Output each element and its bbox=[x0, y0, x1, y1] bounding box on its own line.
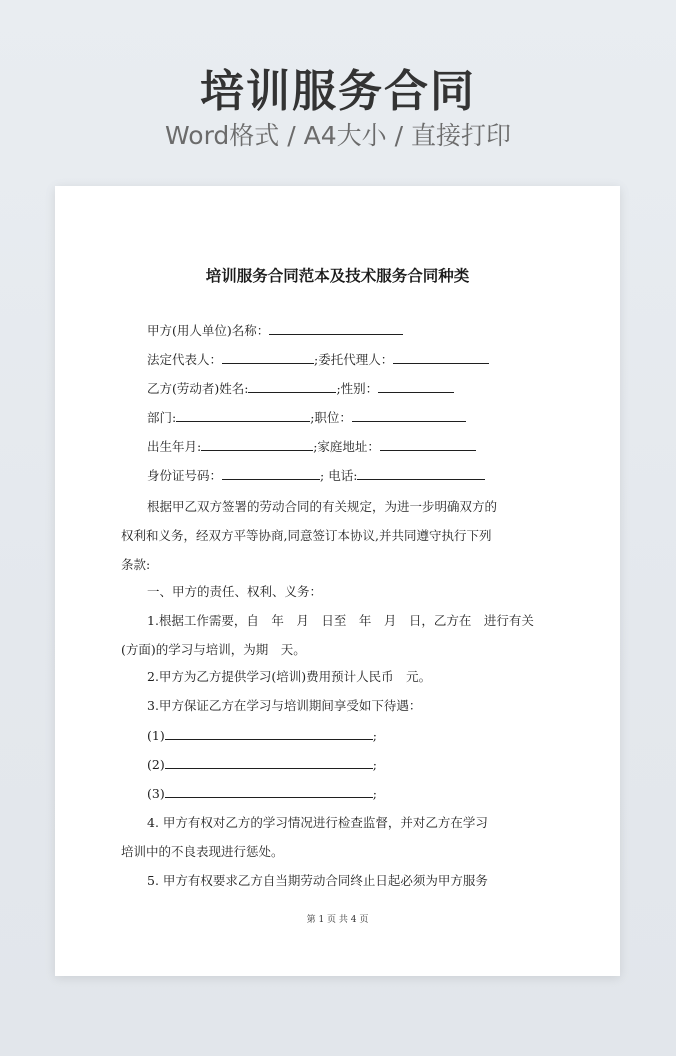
banner-title: 培训服务合同 bbox=[200, 66, 476, 117]
bullet-2-blank bbox=[165, 754, 373, 769]
field-legal-rep bbox=[147, 349, 489, 369]
banner-subtitle: Word格式 / A4大小 / 直接打印 bbox=[165, 121, 511, 150]
item-4 bbox=[121, 808, 531, 866]
bullet-2 bbox=[147, 754, 377, 774]
item-5-line-1: 5. 甲方有权要求乙方自当期劳动合同终止日起必须为甲方服务 bbox=[147, 873, 488, 888]
address-label: ;家庭地址： bbox=[313, 439, 380, 454]
birth-blank bbox=[201, 436, 313, 451]
item-2: 2.甲方为乙方提供学习(培训)费用预计人民币 元。 bbox=[147, 669, 432, 684]
item-1-line-2: (方面)的学习与培训，为期 天。 bbox=[121, 642, 306, 657]
field-party-a bbox=[147, 320, 403, 340]
party-b-blank bbox=[248, 378, 336, 393]
document-title: 培训服务合同范本及技术服务合同种类 bbox=[205, 266, 470, 285]
gender-label: ;性别： bbox=[336, 381, 379, 396]
party-a-label: 甲方(用人单位)名称： bbox=[147, 323, 270, 338]
id-label: 身份证号码： bbox=[147, 468, 223, 483]
intro-paragraph bbox=[121, 492, 531, 579]
legal-rep-label: 法定代表人： bbox=[147, 352, 223, 367]
item-5 bbox=[147, 866, 531, 895]
section-1-heading: 一、甲方的责任、权利、义务： bbox=[147, 584, 323, 599]
item-3: 3.甲方保证乙方在学习与培训期间享受如下待遇： bbox=[147, 698, 422, 713]
intro-line-2: 权利和义务，经双方平等协商,同意签订本协议,并共同遵守执行下列 bbox=[121, 528, 492, 543]
bullet-3-label: (3) bbox=[147, 786, 165, 801]
birth-label: 出生年月: bbox=[147, 439, 202, 454]
gender-blank bbox=[378, 378, 454, 393]
bullet-3 bbox=[147, 783, 377, 803]
document-page bbox=[55, 186, 620, 976]
item-4-line-2: 培训中的不良表现进行惩处。 bbox=[121, 844, 284, 859]
field-id bbox=[147, 465, 485, 485]
field-birth bbox=[147, 436, 476, 456]
bullet-1-end: ; bbox=[372, 728, 377, 743]
agent-blank bbox=[393, 349, 489, 364]
dept-blank bbox=[176, 407, 310, 422]
bullet-3-end: ; bbox=[372, 786, 377, 801]
bullet-1-blank bbox=[165, 725, 373, 740]
bullet-2-end: ; bbox=[372, 757, 377, 772]
legal-rep-blank bbox=[222, 349, 314, 364]
field-party-b bbox=[147, 378, 454, 398]
page-footer: 第 1 页 共 4 页 bbox=[306, 915, 369, 925]
bullet-1-label: (1) bbox=[147, 728, 165, 743]
agent-label: ;委托代理人： bbox=[314, 352, 394, 367]
item-1-line-1: 1.根据工作需要，自 年 月 日至 年 月 日，乙方在 进行有关 bbox=[147, 613, 534, 628]
party-a-blank bbox=[269, 320, 403, 335]
party-b-label: 乙方(劳动者)姓名: bbox=[147, 381, 249, 396]
position-blank bbox=[352, 407, 466, 422]
bullet-2-label: (2) bbox=[147, 757, 165, 772]
intro-line-3: 条款: bbox=[121, 557, 151, 572]
bullet-1 bbox=[147, 725, 377, 745]
intro-line-1: 根据甲乙双方签署的劳动合同的有关规定，为进一步明确双方的 bbox=[147, 499, 498, 514]
phone-label: ; 电话: bbox=[320, 468, 358, 483]
position-label: ;职位： bbox=[310, 410, 352, 425]
address-blank bbox=[380, 436, 476, 451]
bullet-3-blank bbox=[165, 783, 373, 798]
item-1 bbox=[121, 606, 534, 664]
id-blank bbox=[222, 465, 320, 480]
item-4-line-1: 4. 甲方有权对乙方的学习情况进行检查监督，并对乙方在学习 bbox=[147, 815, 488, 830]
phone-blank bbox=[357, 465, 485, 480]
dept-label: 部门: bbox=[147, 410, 177, 425]
field-dept bbox=[147, 407, 466, 427]
